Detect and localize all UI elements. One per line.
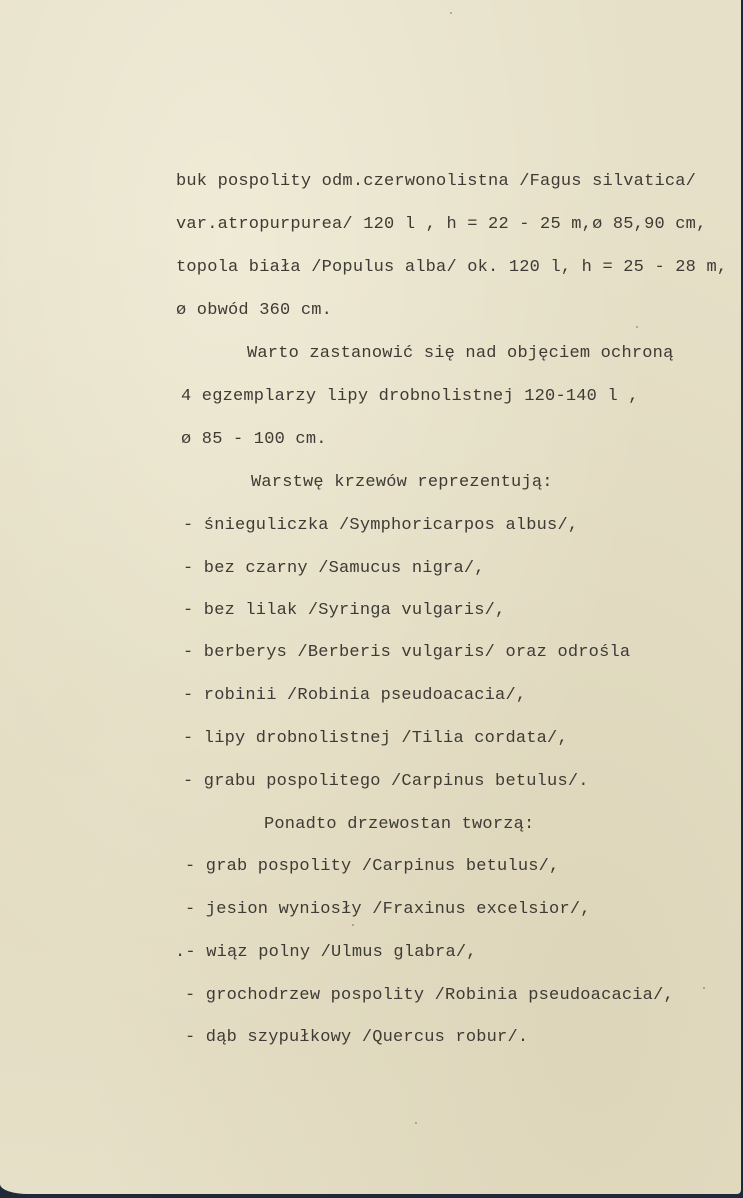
paper-speck (703, 987, 705, 989)
list-item-grab: - grab pospolity /Carpinus betulus/, (185, 857, 560, 876)
paper-speck (352, 924, 354, 926)
list-item-berberys: - berberys /Berberis vulgaris/ oraz odrośla (183, 643, 631, 662)
paragraph-warto: Warto zastanowić się nad objęciem ochroną (247, 344, 674, 363)
list-item-lipy: - lipy drobnolistnej /Tilia cordata/, (183, 729, 568, 748)
paper-speck (450, 12, 452, 14)
heading-warstwe-krzewow: Warstwę krzewów reprezentują: (251, 473, 553, 492)
list-item-bez-czarny: - bez czarny /Samucus nigra/, (183, 559, 485, 578)
list-item-grochodrzew: - grochodrzew pospolity /Robinia pseudoacacia/, (185, 986, 674, 1005)
list-item-snieguliczka: - śnieguliczka /Symphoricarpos albus/, (183, 516, 579, 535)
heading-ponadto: Ponadto drzewostan tworzą: (264, 815, 535, 834)
text-line-atropurpurea: var.atropurpurea/ 120 l , h = 22 - 25 m,ø 85,90 cm, (176, 215, 707, 234)
list-item-wiaz: .- wiąz polny /Ulmus glabra/, (175, 943, 477, 962)
list-item-jesion: - jesion wyniosły /Fraxinus excelsior/, (185, 900, 591, 919)
text-line-diameter: ø 85 - 100 cm. (181, 430, 327, 449)
list-item-robinii: - robinii /Robinia pseudoacacia/, (183, 686, 527, 705)
paper-speck (636, 326, 638, 328)
list-item-grabu: - grabu pospolitego /Carpinus betulus/. (183, 772, 589, 791)
text-line-fagus: buk pospolity odm.czerwonolistna /Fagus silvatica/ (176, 172, 697, 191)
text-line-egzemplarzy: 4 egzemplarzy lipy drobnolistnej 120-140 l , (181, 387, 639, 406)
paper-speck (415, 1122, 417, 1124)
text-line-topola: topola biała /Populus alba/ ok. 120 l, h = 25 - 28 m, (176, 258, 728, 277)
list-item-dab: - dąb szypułkowy /Quercus robur/. (185, 1028, 529, 1047)
text-line-obwod: ø obwód 360 cm. (176, 301, 333, 320)
list-item-bez-lilak: - bez lilak /Syringa vulgaris/, (183, 601, 506, 620)
